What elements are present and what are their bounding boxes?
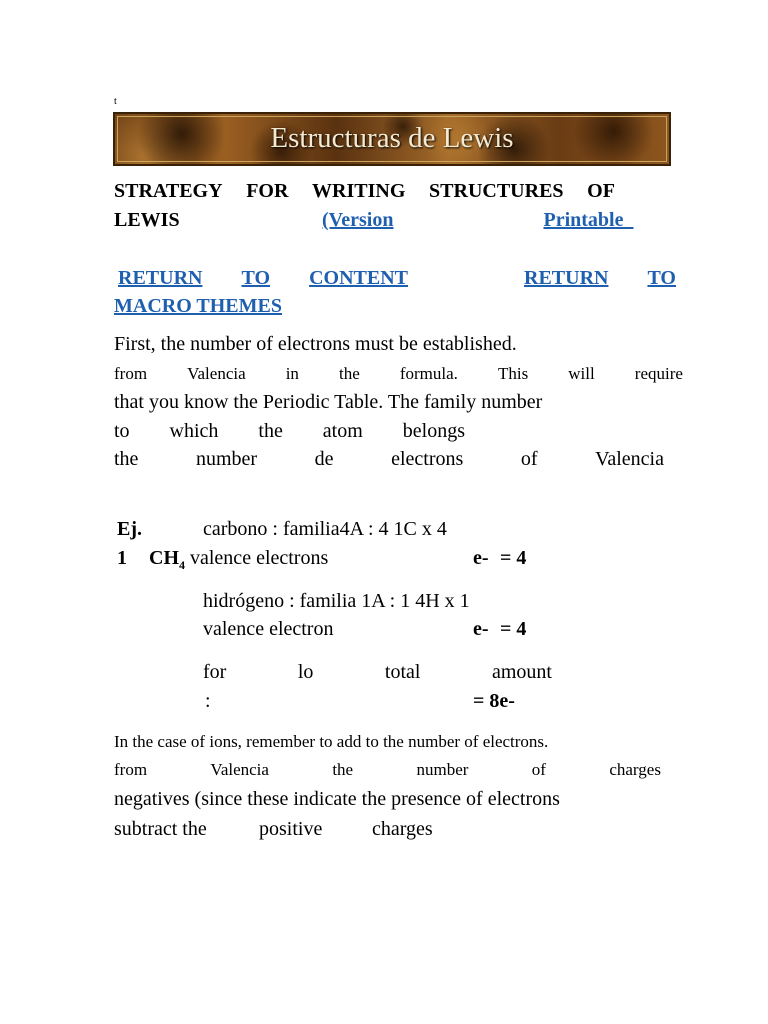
word: atom bbox=[322, 420, 363, 442]
word: the bbox=[332, 760, 354, 779]
ions-line2 bbox=[114, 760, 661, 780]
ions-line3: negatives (since these indicate the presence of electrons bbox=[114, 788, 560, 810]
hydrogen-electrons-count: = 4 bbox=[500, 618, 527, 640]
carbon-calc: : 4 1C x 4 bbox=[367, 518, 447, 540]
example-number: 1 bbox=[117, 547, 127, 569]
word: total bbox=[384, 661, 421, 683]
word: from bbox=[114, 760, 148, 779]
word: for bbox=[203, 661, 227, 683]
ions-line4b: positive bbox=[259, 818, 323, 840]
ions-line4c: charges bbox=[372, 818, 433, 840]
link-word: TO bbox=[647, 267, 676, 289]
word: belongs bbox=[402, 420, 465, 442]
link-word: RETURN bbox=[524, 267, 609, 289]
word: of bbox=[531, 760, 546, 779]
body-line3: that you know the Periodic Table. The family number bbox=[114, 391, 543, 413]
word: Valencia bbox=[595, 448, 664, 470]
word: electrons bbox=[391, 448, 464, 470]
word: which bbox=[169, 420, 219, 442]
molecule-subscript: 4 bbox=[179, 558, 185, 572]
heading-line1 bbox=[114, 180, 615, 203]
carbon-label: carbono : familia bbox=[203, 518, 340, 540]
body-line5 bbox=[114, 448, 664, 471]
word: the bbox=[339, 364, 360, 383]
word: Valencia bbox=[187, 364, 246, 383]
page-marker: t bbox=[114, 96, 117, 107]
body-line2 bbox=[114, 364, 683, 384]
version-link-text: (Version bbox=[322, 209, 394, 231]
body-line1: First, the number of electrons must be established. bbox=[114, 333, 517, 355]
carbon-line2: valence electrons bbox=[190, 547, 329, 569]
word: amount bbox=[491, 661, 552, 683]
word: of bbox=[520, 448, 538, 470]
word: in bbox=[285, 364, 299, 383]
word: require bbox=[634, 364, 683, 383]
return-to-content-link[interactable] bbox=[118, 267, 408, 290]
ions-line1: In the case of ions, remember to add to the number of electrons. bbox=[114, 732, 549, 751]
carbon-family: 4A bbox=[339, 518, 363, 540]
heading-word: STRATEGY bbox=[114, 180, 223, 202]
total-colon: : bbox=[205, 690, 211, 712]
printable-link-text: Printable bbox=[543, 209, 624, 231]
heading-word: WRITING bbox=[312, 180, 406, 202]
word: to bbox=[114, 420, 130, 442]
return-to-link[interactable] bbox=[524, 267, 676, 290]
heading-line2: LEWIS bbox=[114, 209, 180, 231]
word: charges bbox=[609, 760, 661, 779]
carbon-electrons-symbol: e- bbox=[473, 547, 489, 569]
word: Valencia bbox=[210, 760, 269, 779]
total-line bbox=[203, 661, 552, 684]
ions-line4a: subtract the bbox=[114, 818, 207, 840]
title-banner bbox=[113, 112, 671, 166]
hydrogen-electrons-symbol: e- bbox=[473, 618, 489, 640]
word: number bbox=[416, 760, 469, 779]
link-word: TO bbox=[241, 267, 271, 289]
heading-word: STRUCTURES bbox=[429, 180, 564, 202]
word: number bbox=[196, 448, 258, 470]
word: formula. bbox=[399, 364, 458, 383]
heading-word: FOR bbox=[246, 180, 289, 202]
example-molecule bbox=[149, 547, 185, 573]
word: the bbox=[114, 448, 139, 470]
banner-title: Estructuras de Lewis bbox=[270, 122, 514, 154]
word: from bbox=[114, 364, 148, 383]
total-electrons: = 8e- bbox=[473, 690, 515, 712]
hydrogen-line1: hidrógeno : familia 1A : 1 4H x 1 bbox=[203, 590, 470, 612]
word: This bbox=[497, 364, 529, 383]
word: the bbox=[258, 420, 283, 442]
body-line4 bbox=[114, 420, 465, 443]
link-word: CONTENT bbox=[309, 267, 408, 289]
macro-themes-link[interactable]: MACRO THEMES bbox=[114, 295, 282, 317]
word: will bbox=[568, 364, 595, 383]
molecule-formula: CH bbox=[149, 547, 179, 569]
hydrogen-line2: valence electron bbox=[203, 618, 334, 640]
heading-word: OF bbox=[587, 180, 615, 202]
example-label: Ej. bbox=[117, 518, 142, 540]
carbon-line1 bbox=[203, 518, 447, 541]
link-word: RETURN bbox=[118, 267, 203, 289]
word: de bbox=[314, 448, 334, 470]
word: lo bbox=[297, 661, 314, 683]
carbon-electrons-count: = 4 bbox=[500, 547, 527, 569]
version-link[interactable] bbox=[322, 209, 662, 232]
